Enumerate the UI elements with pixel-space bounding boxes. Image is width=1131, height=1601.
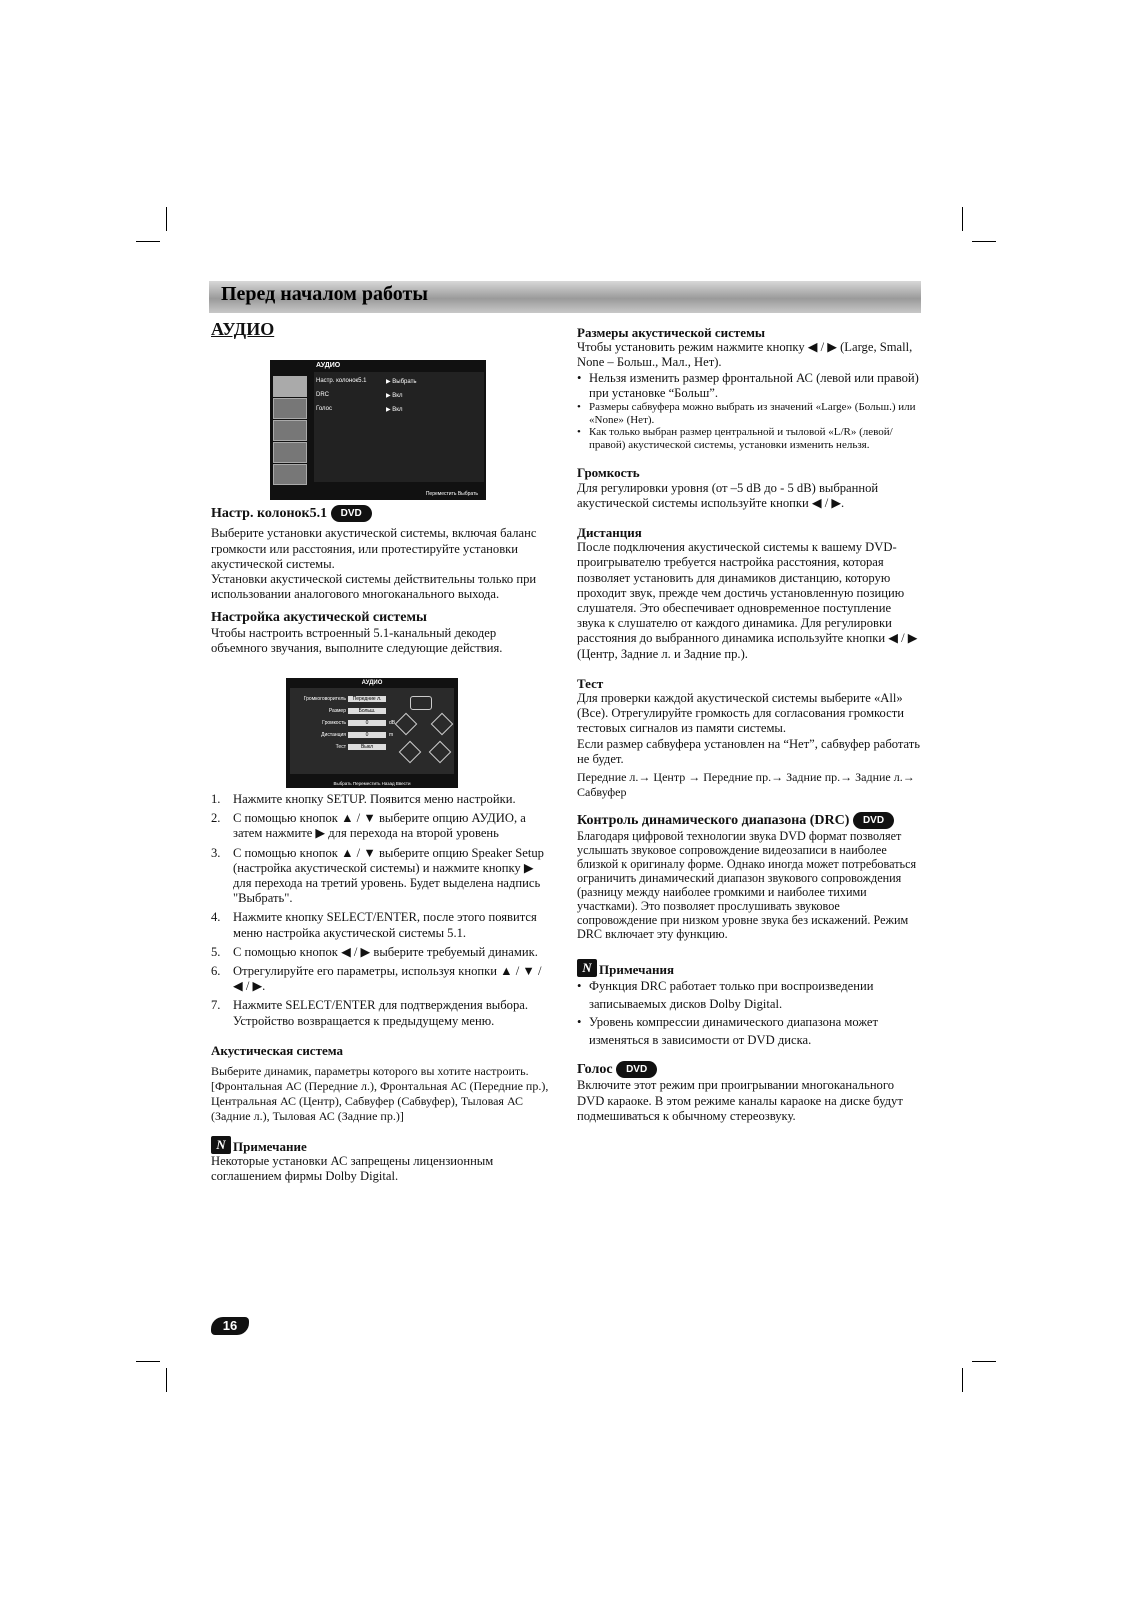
menu-row-value: Выкл <box>348 744 386 750</box>
menu-title: АУДИО <box>361 680 383 686</box>
menu-row-value: 0 <box>348 732 386 738</box>
list-item: 5. С помощью кнопок ◀ / ▶ выберите требуемый динамик. <box>211 944 538 959</box>
distance-title: Дистанция <box>577 525 642 540</box>
list-item: 6. Отрегулируйте его параметры, используя кнопки ▲ / ▼ / ◀ / ▶. <box>211 964 542 994</box>
right-column <box>577 325 921 1124</box>
menu-row-value: 0 <box>348 720 386 726</box>
test-sequence: Передние л.→ Центр → Передние пр.→ Задние пр.→ Задние л.→ Сабвуфер <box>577 770 915 800</box>
size-text: Чтобы установить режим нажмите кнопку ◀ / ▶ (Large, Small, None – Больш., Мал., Нет). <box>577 340 913 370</box>
lock-tab-icon <box>273 442 307 463</box>
speaker-setup-title: Настр. колонок5.1 DVD <box>211 505 549 522</box>
speaker-front-icon <box>410 696 432 710</box>
section-banner <box>209 281 921 313</box>
list-item: 7. Нажмите SELECT/ENTER для подтверждения выбора. Устройство возвращается к предыдущему меню. <box>211 998 528 1028</box>
steps-list <box>211 792 549 1029</box>
menu-row-label: Тест <box>335 744 346 750</box>
notes-title: N Примечания <box>577 959 921 977</box>
crop-mark <box>972 241 996 242</box>
list-item: 3. С помощью кнопок ▲ / ▼ выберите опцию Speaker Setup (настройка акустической системы) и нажмите кнопку ▶ для перехода на третий уровень. Будет выделена надпись "Выбрать". <box>211 845 544 906</box>
menu-row-label: Размер <box>328 708 346 714</box>
test-text: Для проверки каждой акустической системы выберите «All» (Все). Отрегулируйте громкость для согласования громкости тестовых сигналов из памяти системы. <box>577 691 904 736</box>
speaker-setup-paragraph: Выберите установки акустической системы, включая баланс громкости или расстояния, или протестируйте установки акустической системы. <box>211 526 537 571</box>
page-number: 16 <box>211 1317 249 1335</box>
size-small-bullets <box>577 401 921 451</box>
note-title: N Примечание <box>211 1136 549 1154</box>
menu-row-value: ▶ Вкл <box>386 393 403 399</box>
sound-tab-icon <box>273 420 307 441</box>
list-item: • Функция DRC работает только при воспроизведении записываемых дисков Dolby Digital. <box>577 977 921 1013</box>
crop-mark <box>962 1368 963 1392</box>
list-item: • Нельзя изменить размер фронтальной АС (левой или правой) при установке “Больш”. <box>577 371 921 401</box>
test-text-2: Если размер сабвуфера установлен на “Нет”, сабвуфер работать не будет. <box>577 736 921 766</box>
crop-mark <box>166 207 167 231</box>
drc-text: Благодаря цифровой технологии звука DVD формат позволяет услышать звуковое сопровождение видеозаписи в наиболее близкой к оригиналу форме. Однако иногда может потребоваться ограничить динамический диапазон звукового сопровождения (разницу между наиболее громкими и наиболее тихими участками). Это позволяет прослушивать звуковое сопровождение при низком уровне звука без искажений. Режим DRC включает эту функцию. <box>577 829 917 942</box>
drc-title: Контроль динамического диапазона (DRC) DVD <box>577 812 921 829</box>
volume-text: Для регулировки уровня (от –5 dB до - 5 dB) выбранной акустической системы используйте кнопки ◀ / ▶. <box>577 480 879 510</box>
voice-text: Включите этот режим при проигрывании многоканального DVD караоке. В этом режиме каналы караоке на диске будут подмешиваться к обычному стереозвуку. <box>577 1078 903 1123</box>
menu-footer: Выбрать Переместить Назад Ввести <box>333 781 411 786</box>
configure-title: Настройка акустической системы <box>211 610 427 626</box>
crop-mark <box>136 241 160 242</box>
list-item: 2. С помощью кнопок ▲ / ▼ выберите опцию АУДИО, а затем нажмите ▶ для перехода на второй уровень <box>211 811 526 841</box>
note-icon: N <box>211 1136 231 1154</box>
dvd-badge: DVD <box>616 1061 657 1078</box>
dvd-badge: DVD <box>331 505 372 522</box>
crop-mark <box>962 207 963 231</box>
menu-unit: dB <box>389 720 396 726</box>
acoustic-text: Выберите динамик, параметры которого вы хотите настроить. [Фронтальная АС (Передние л.), Фронтальная АС (Передние пр.), Центральная АС (Центр), Сабвуфер (Сабвуфер), Тыловая АС (Задние л.), Тыловая АС (Задние пр.)] <box>211 1064 549 1124</box>
crop-mark <box>136 1361 160 1362</box>
list-item: • Уровень компрессии динамического диапазона может изменяться в зависимости от DVD диска. <box>577 1013 921 1049</box>
disc-tab-icon <box>273 398 307 419</box>
speaker-setup-screen <box>286 678 458 788</box>
size-bullets <box>577 371 921 401</box>
menu-row-label: DRC <box>316 392 329 398</box>
test-title: Тест <box>577 675 604 691</box>
dvd-badge: DVD <box>853 812 894 829</box>
menu-row-value: ▶ Вкл <box>386 407 403 413</box>
other-tab-icon <box>273 464 307 485</box>
menu-title: АУДИО <box>316 362 341 369</box>
list-item: • Размеры сабвуфера можно выбрать из значений «Large» (Больш.) или «None» (Нет). <box>577 401 921 426</box>
menu-row-label: Дистанция <box>321 732 346 738</box>
voice-title: Голос DVD <box>577 1061 921 1078</box>
speaker-setup-paragraph: Установки акустической системы действительны только при использовании аналогового многоканального выхода. <box>211 572 537 602</box>
section-title: Перед началом работы <box>221 283 428 305</box>
configure-text: Чтобы настроить встроенный 5.1-канальный декодер объемного звучания, выполните следующие действия. <box>211 625 503 655</box>
notes-list <box>577 977 921 1049</box>
menu-row-value: Передние л. <box>348 696 386 702</box>
menu-row-label: Настр. колонок5.1 <box>316 378 367 384</box>
menu-sidebar <box>270 372 314 488</box>
audio-heading: АУДИО <box>211 319 275 339</box>
menu-row-label: Голос <box>316 406 332 412</box>
list-item: 1. Нажмите кнопку SETUP. Появится меню настройки. <box>211 792 516 807</box>
menu-row-value: Больш. <box>348 708 386 714</box>
menu-row-label: Громкоговоритель <box>303 696 346 702</box>
menu-footer: Переместить Выбрать <box>425 491 478 497</box>
menu-row-value: ▶ Выбрать <box>386 379 417 385</box>
list-item: • Как только выбран размер центральной и тыловой «L/R» (левой/правой) акустической системы, установки изменить нельзя. <box>577 426 921 451</box>
note-icon: N <box>577 959 597 977</box>
crop-mark <box>972 1361 996 1362</box>
volume-title: Громкость <box>577 465 640 481</box>
menu-main-panel <box>314 372 484 482</box>
distance-text: После подключения акустической системы к вашему DVD-проигрывателю требуется настройка расстояния, которая позволяет установить для динамиков дистанцию, которую проходит звук, прежде чем достичь установленную позицию слушателя. Это обеспечивает одновременное поступление звука к слушателю от каждого динамика. Для регулировки расстояния до выбранного динамика используйте кнопки ◀ / ▶ (Центр, Задние л. и Задние пр.). <box>577 540 918 661</box>
menu-unit: m <box>389 732 394 738</box>
list-item: 4. Нажмите кнопку SELECT/ENTER, после этого появится меню настройка акустической системы 5.1. <box>211 910 537 940</box>
acoustic-title: Акустическая система <box>211 1042 343 1058</box>
audio-tab-icon <box>273 376 307 397</box>
size-title: Размеры акустической системы <box>577 325 766 340</box>
crop-mark <box>166 1368 167 1392</box>
audio-menu-screen <box>270 360 486 500</box>
menu-row-label: Громкость <box>322 720 346 726</box>
note-text: Некоторые установки АС запрещены лицензионным соглашением фирмы Dolby Digital. <box>211 1154 494 1184</box>
